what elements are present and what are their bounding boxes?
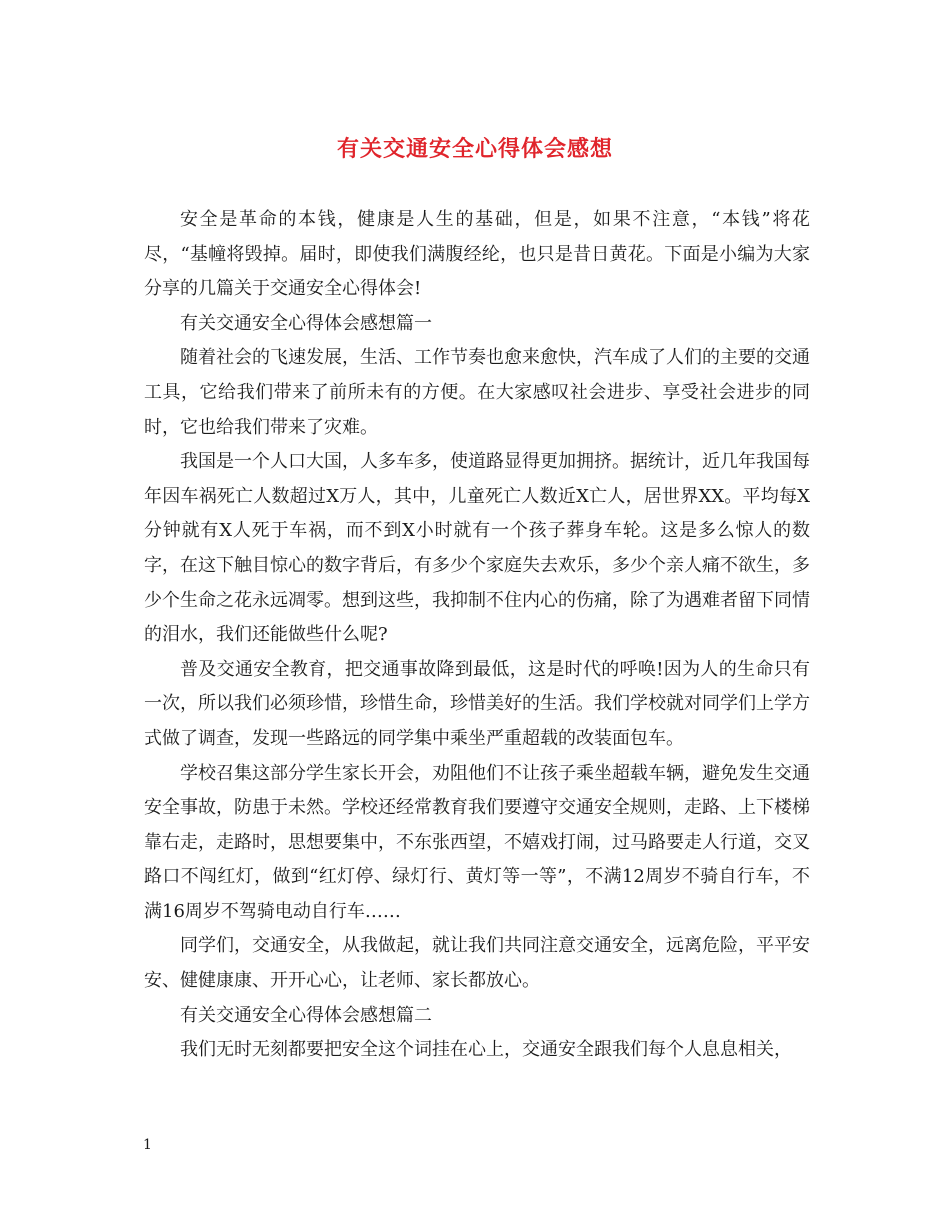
section-heading-two: 有关交通安全心得体会感想篇二 [180, 1004, 432, 1026]
body-paragraph: 随着社会的飞速发展，生活、工作节奏也愈来愈快，汽车成了人们的主要的交通工具，它给我们带来了前所未有的方便。在大家感叹社会进步、享受社会进步的同时，它也给我们带来了灾难。 [144, 347, 810, 438]
body-paragraph: 我们无时无刻都要把安全这个词挂在心上，交通安全跟我们每个人息息相关， [180, 1039, 792, 1061]
body-paragraph: 普及交通安全教育，把交通事故降到最低，这是时代的呼唤!因为人的生命只有一次，所以我们必须珍惜，珍惜生命，珍惜美好的生活。我们学校就对同学们上学方式做了调查，发现一些路远的同学集中乘坐严重超载的改装面包车。 [144, 658, 810, 749]
section-heading-one: 有关交通安全心得体会感想篇一 [180, 312, 432, 334]
body-paragraph: 同学们，交通安全，从我做起，就让我们共同注意交通安全，远离危险，平平安安、健健康康、开开心心，让老师、家长都放心。 [144, 935, 810, 992]
body-paragraph: 学校召集这部分学生家长开会，劝阻他们不让孩子乘坐超载车辆，避免发生交通安全事故，防患于未然。学校还经常教育我们要遵守交通安全规则，走路、上下楼梯靠右走，走路时，思想要集中，不东张西望，不嬉戏打闹，过马路要走人行道，交叉路口不闯红灯，做到“红灯停、绿灯行、黄灯等一等”，不满12周岁不骑自行车，不满16周岁不驾骑电动自行车…… [144, 762, 810, 922]
document-title: 有关交通安全心得体会感想 [336, 136, 613, 162]
intro-paragraph: 安全是革命的本钱，健康是人生的基础，但是，如果不注意，“本钱”将花尽，“基幢将毁掉。届时，即使我们满腹经纶，也只是昔日黄花。下面是小编为大家分享的几篇关于交通安全心得体会! [144, 209, 810, 300]
body-paragraph: 我国是一个人口大国，人多车多，使道路显得更加拥挤。据统计，近几年我国每年因车祸死亡人数超过X万人，其中，儿童死亡人数近X亡人，居世界XX。平均每X分钟就有X人死于车祸，而不到X小时就有一个孩子葬身车轮。这是多么惊人的数字，在这下触目惊心的数字背后，有多少个家庭失去欢乐，多少个亲人痛不欲生，多少个生命之花永远凋零。想到这些，我抑制不住内心的伤痛，除了为遇难者留下同情的泪水，我们还能做些什么呢? [144, 451, 810, 646]
page-number: 1 [143, 1137, 152, 1153]
document-body [144, 203, 810, 1068]
